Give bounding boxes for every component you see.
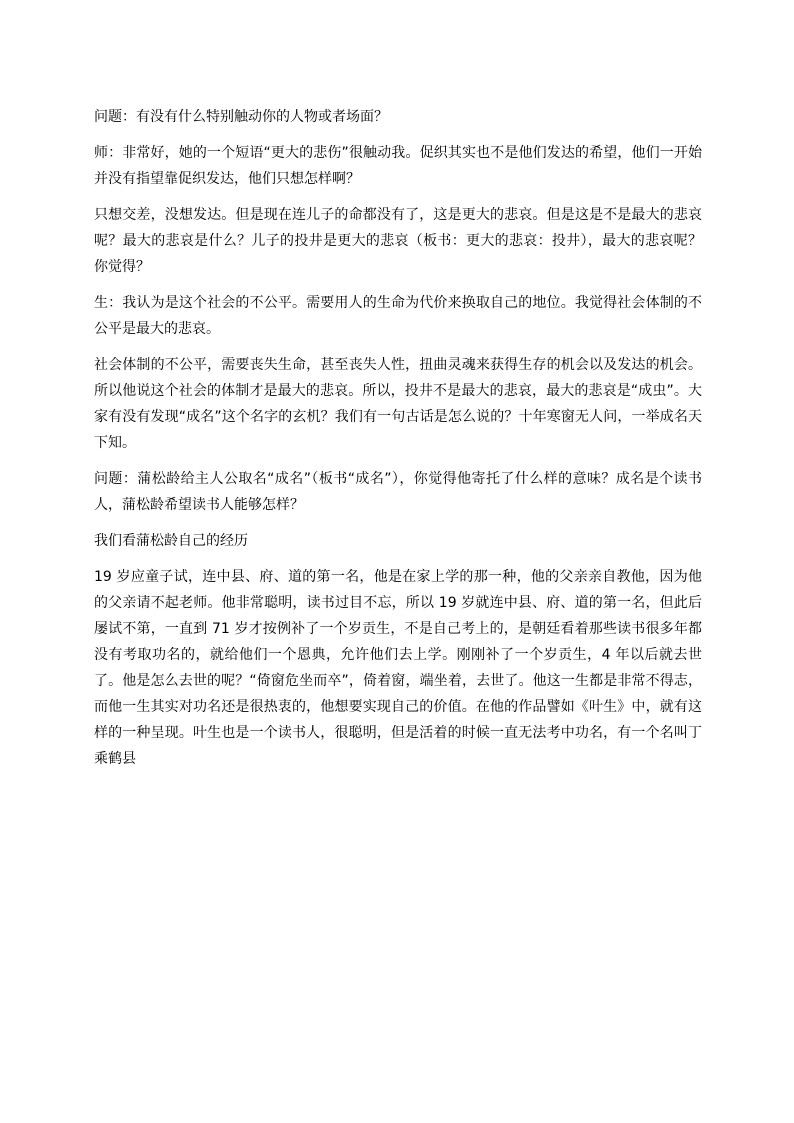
paragraph-intro-biography: 我们看蒲松龄自己的经历 [94, 533, 248, 549]
paragraph-student-1: 生：我认为是这个社会的不公平。需要用人的生命为代价来换取自己的地位。我觉得社会体制的不公平是最大的悲哀。 [94, 295, 702, 337]
paragraph-discussion-1: 只想交差，没想发达。但是现在连儿子的命都没有了，这是更大的悲哀。但是这是不是最大的悲哀呢？最大的悲哀是什么？儿子的投井是更大的悲哀（板书：更大的悲哀：投井），最大的悲哀呢？你觉得？ [94, 207, 702, 275]
paragraph-discussion-2: 社会体制的不公平，需要丧失生命，甚至丧失人性，扭曲灵魂来获得生存的机会以及发达的机会。所以他说这个社会的体制才是最大的悲哀。所以，投井不是最大的悲哀，最大的悲哀是“成虫”。大家有没有发现“成名”这个名字的玄机？我们有一句古话是怎么说的？十年寒窗无人问，一举成名天下知。 [94, 357, 702, 451]
paragraph-biography: 19 岁应童子试，连中县、府、道的第一名，他是在家上学的那一种，他的父亲亲自教他，因为他的父亲请不起老师。他非常聪明，读书过目不忘，所以 19 岁就连中县、府、道的第一名，但此后屡试不第，一直到 71 岁才按例补了一个岁贡生，不是自己考上的，是朝廷看着那些读书很多年都没有考取功名的，就给他们一个恩典，允许他们去上学。刚刚补了一个岁贡生，4 年以后就去世了。他是怎么去世的呢？“倚窗危坐而卒”，倚着窗，端坐着，去世了。他这一生都是非常不得志，而他一生其实对功名还是很热衷的，他想要实现自己的价值。在他的作品譬如《叶生》中，就有这样的一种呈现。叶生也是一个读书人，很聪明，但是活着的时候一直无法考中功名，有一个名叫丁乘鹤县 [94, 569, 702, 767]
paragraph-question-2: 问题：蒲松龄给主人公取名“成名”（板书“成名”），你觉得他寄托了什么样的意味？成名是个读书人，蒲松龄希望读书人能够怎样？ [94, 471, 702, 513]
paragraph-question-1: 问题：有没有什么特别触动你的人物或者场面？ [94, 109, 388, 125]
document-body [94, 104, 702, 782]
paragraph-teacher-1: 师：非常好，她的一个短语“更大的悲伤”很触动我。促织其实也不是他们发达的希望，他们一开始并没有指望靠促织发达，他们只想怎样啊？ [94, 145, 702, 187]
